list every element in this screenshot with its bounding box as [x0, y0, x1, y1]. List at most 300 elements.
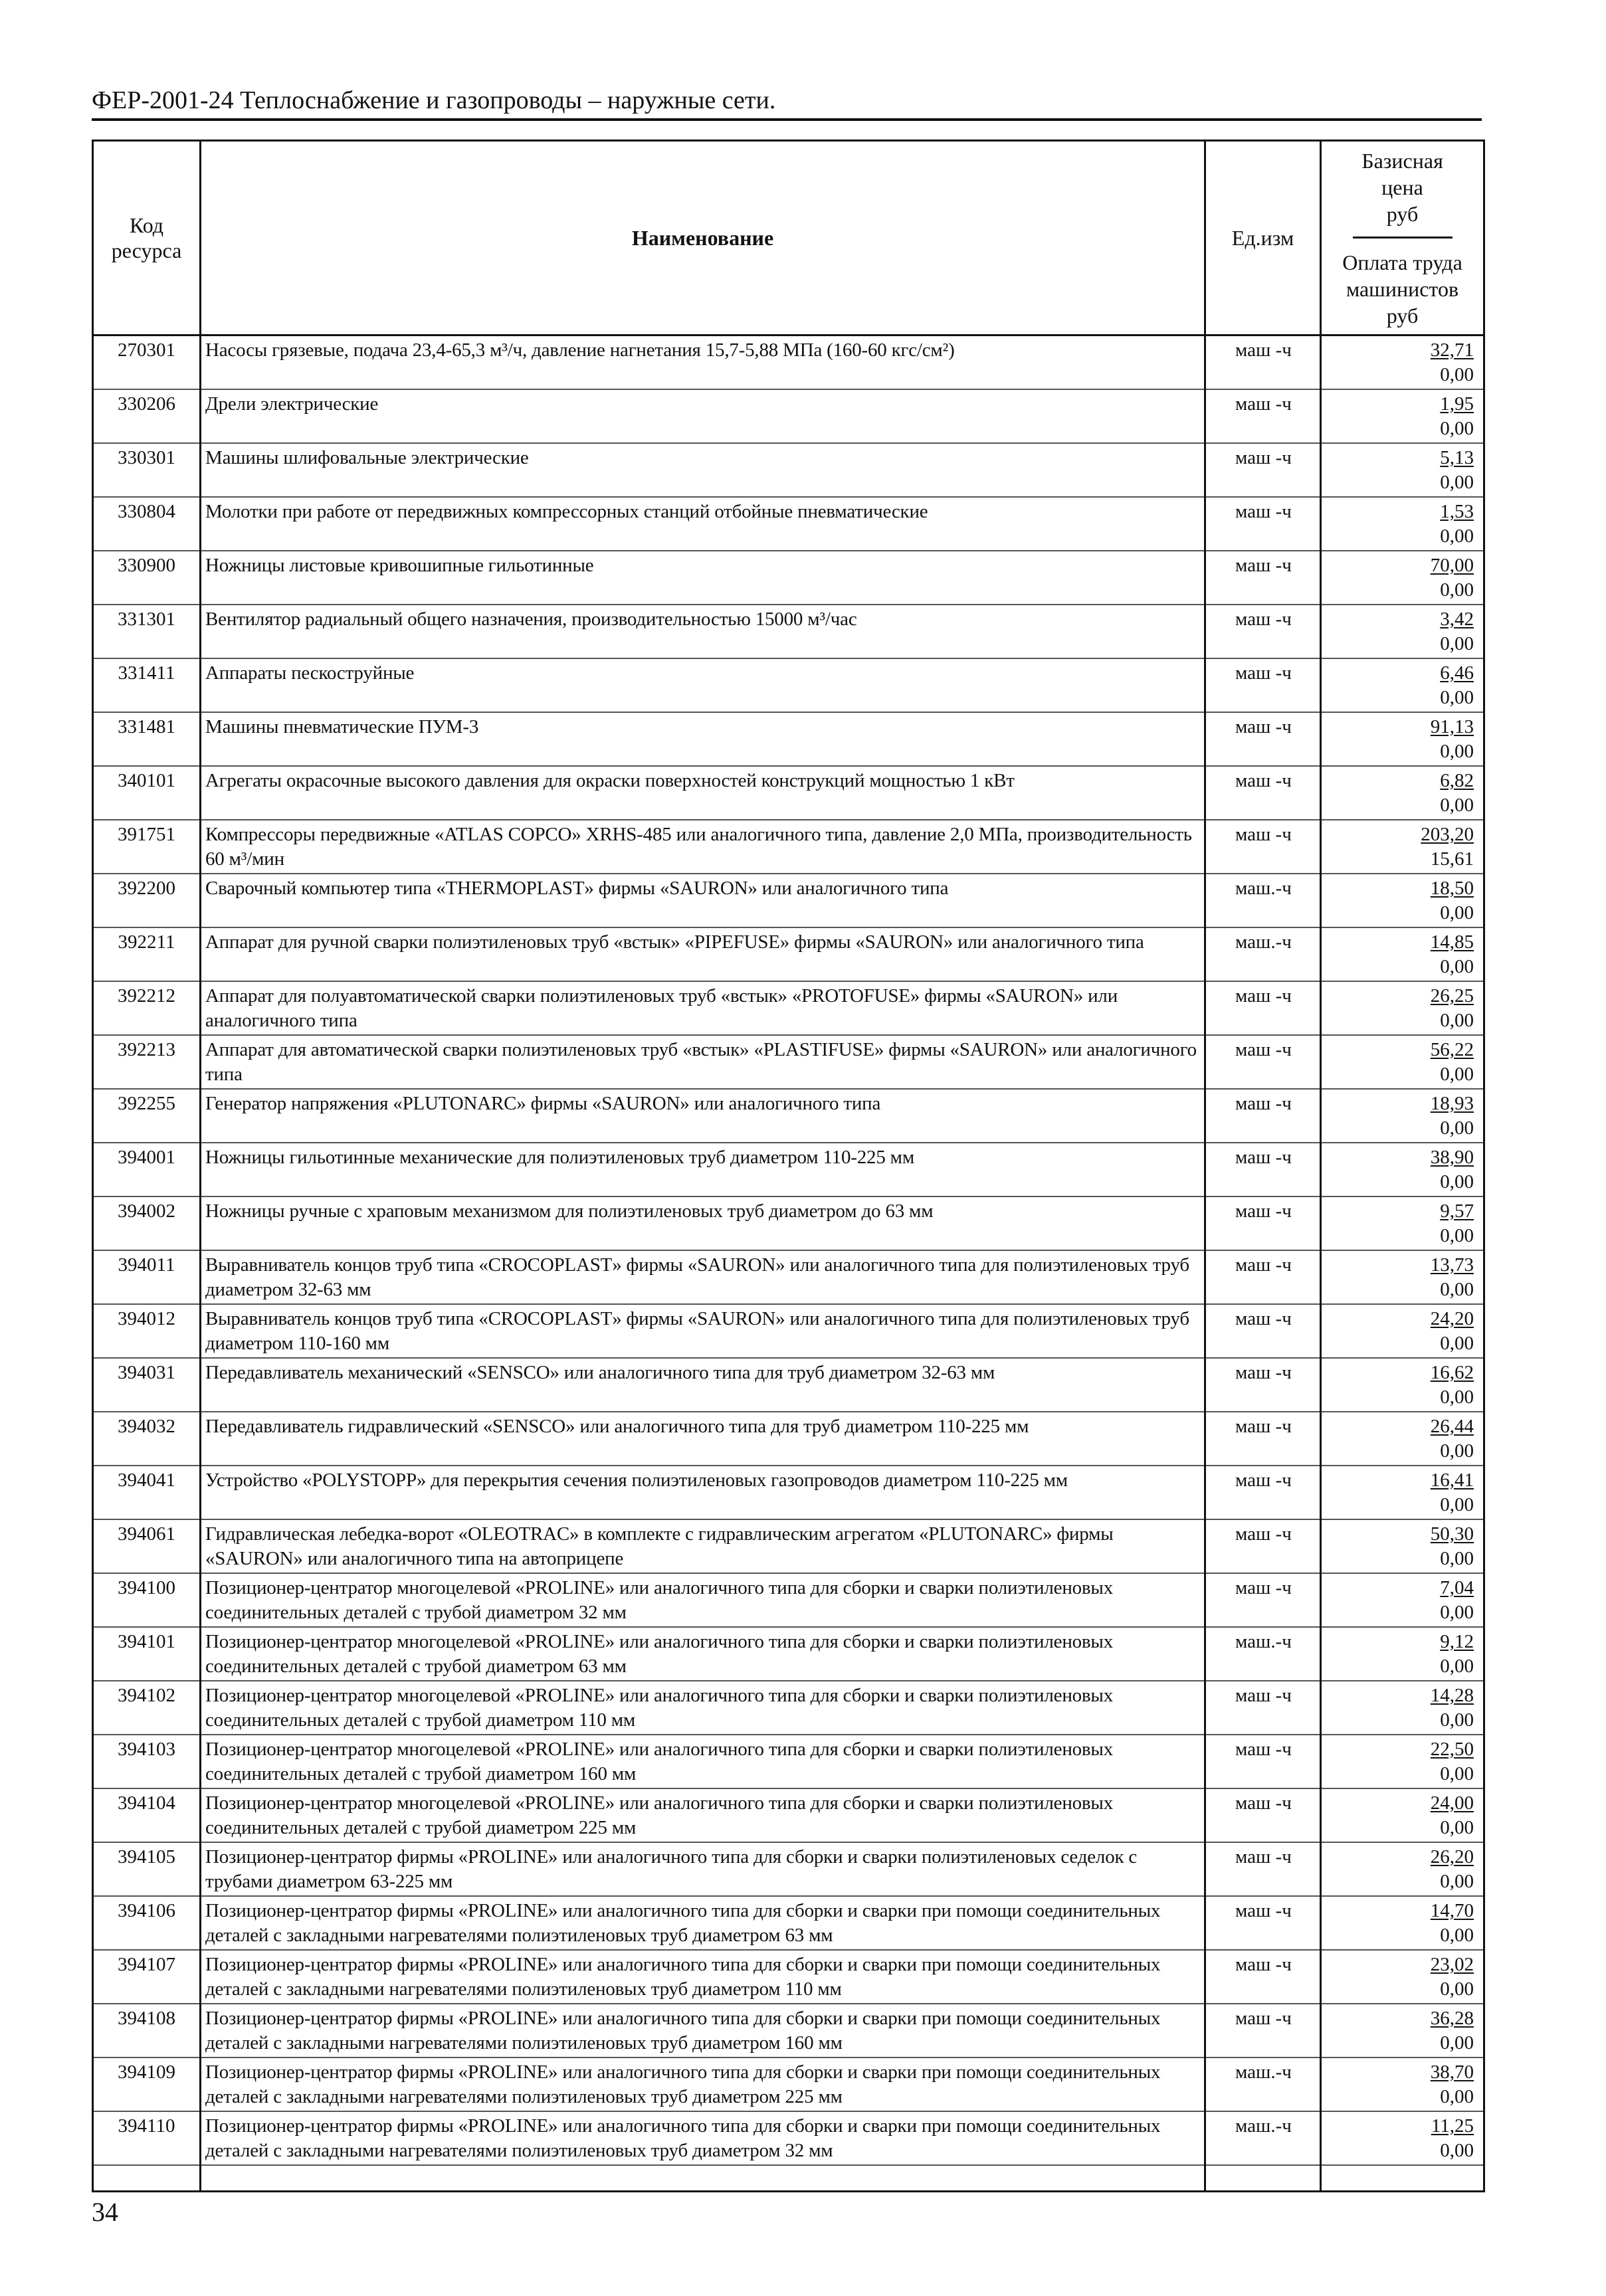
- resource-prices: [1321, 766, 1484, 820]
- resource-name: Сварочный компьютер типа «THERMOPLAST» фирмы «SAURON» или аналогичного типа: [201, 874, 1205, 927]
- resource-prices: [1321, 1627, 1484, 1681]
- base-price-cell: [1326, 1361, 1474, 1385]
- resource-prices: [1321, 2111, 1484, 2165]
- operator-pay-value: 0,00: [1440, 1279, 1474, 1300]
- resource-prices: [1321, 1735, 1484, 1788]
- resource-code: 392212: [93, 981, 201, 1035]
- base-price-cell: [1326, 1683, 1474, 1708]
- resource-prices: [1321, 1143, 1484, 1196]
- base-price-cell: [1326, 930, 1474, 955]
- resource-prices: [1321, 443, 1484, 497]
- resource-name: Позиционер-центратор фирмы «PROLINE» или аналогичного типа для сборки и сварки при помощи соединительных деталей с закладными нагревателями полиэтиленовых труб диаметром 110 мм: [201, 1950, 1205, 2004]
- resource-name: Генератор напряжения «PLUTONARC» фирмы «SAURON» или аналогичного типа: [201, 1089, 1205, 1143]
- base-price-value: 11,25: [1431, 2115, 1474, 2137]
- resource-prices: [1321, 1304, 1484, 1358]
- resource-name: Позиционер-центратор многоцелевой «PROLINE» или аналогичного типа для сборки и сварки полиэтиленовых соединительных деталей с трубой диаметром 225 мм: [201, 1788, 1205, 1842]
- operator-pay-value: 0,00: [1440, 1817, 1474, 1838]
- table-row: [93, 712, 1484, 766]
- resource-prices: [1321, 874, 1484, 927]
- resource-code: 394032: [93, 1412, 201, 1466]
- resource-unit: маш -ч: [1205, 820, 1321, 874]
- resource-name: Дрели электрические: [201, 389, 1205, 443]
- empty-cell: [201, 2165, 1205, 2192]
- operator-pay-value: 0,00: [1440, 1978, 1474, 2000]
- table-row: [93, 1358, 1484, 1412]
- resource-code: 392200: [93, 874, 201, 927]
- operator-pay-value: 0,00: [1440, 2032, 1474, 2054]
- operator-pay-value: 0,00: [1440, 1602, 1474, 1623]
- table-row: [93, 2004, 1484, 2057]
- operator-pay-value: 0,00: [1440, 1117, 1474, 1139]
- operator-pay-value: 15,61: [1430, 848, 1474, 870]
- resource-unit: маш -ч: [1205, 712, 1321, 766]
- document-title: ФЕР-2001-24 Теплоснабжение и газопроводы – наружные сети.: [92, 86, 776, 114]
- resource-unit: маш -ч: [1205, 1950, 1321, 2004]
- resource-unit: маш.-ч: [1205, 2111, 1321, 2165]
- base-price-cell: [1326, 1092, 1474, 1116]
- table-row: [93, 927, 1484, 981]
- base-price-value: 14,28: [1430, 1685, 1474, 1706]
- resource-code: 392213: [93, 1035, 201, 1089]
- operator-pay-value: 0,00: [1440, 1064, 1474, 1085]
- table-row: [93, 605, 1484, 658]
- resource-name: Передавливатель механический «SENSCO» или аналогичного типа для труб диаметром 32-63 мм: [201, 1358, 1205, 1412]
- resource-unit: маш -ч: [1205, 443, 1321, 497]
- empty-cell: [1321, 2165, 1484, 2192]
- table-row: [93, 1466, 1484, 1519]
- table-row: [93, 1735, 1484, 1788]
- resource-code: 330900: [93, 551, 201, 605]
- base-price-cell: [1326, 446, 1474, 470]
- resource-prices: [1321, 820, 1484, 874]
- resource-prices: [1321, 1412, 1484, 1466]
- base-price-value: 18,93: [1430, 1093, 1474, 1114]
- base-price-value: 9,57: [1440, 1200, 1474, 1222]
- operator-pay-header-line3: руб: [1386, 303, 1419, 328]
- table-row: [93, 2111, 1484, 2165]
- resource-prices: [1321, 335, 1484, 390]
- table-row: [93, 1250, 1484, 1304]
- resource-unit: маш -ч: [1205, 1466, 1321, 1519]
- resource-name: Насосы грязевые, подача 23,4-65,3 м³/ч, давление нагнетания 15,7-5,88 МПа (160-60 кгс/см²): [201, 335, 1205, 390]
- base-price-cell: [1326, 1522, 1474, 1547]
- resource-name: Ножницы ручные с храповым механизмом для полиэтиленовых труб диаметром до 63 мм: [201, 1196, 1205, 1250]
- column-header-price: [1321, 141, 1484, 335]
- resource-unit: маш -ч: [1205, 1412, 1321, 1466]
- resource-code: 394011: [93, 1250, 201, 1304]
- base-price-value: 1,53: [1440, 501, 1474, 522]
- column-header-name: [201, 141, 1205, 335]
- resource-code: 394109: [93, 2057, 201, 2111]
- resource-unit: маш -ч: [1205, 389, 1321, 443]
- table-row: [93, 981, 1484, 1035]
- resource-prices: [1321, 2004, 1484, 2057]
- table-row: [93, 1304, 1484, 1358]
- resource-unit: маш -ч: [1205, 1788, 1321, 1842]
- resource-name: Позиционер-центратор фирмы «PROLINE» или аналогичного типа для сборки и сварки полиэтиленовых седелок с трубами диаметром 63-225 мм: [201, 1842, 1205, 1896]
- base-price-cell: [1326, 661, 1474, 686]
- base-price-cell: [1326, 2060, 1474, 2085]
- resource-unit: маш -ч: [1205, 1573, 1321, 1627]
- resource-unit: маш -ч: [1205, 1143, 1321, 1196]
- resource-prices: [1321, 2057, 1484, 2111]
- base-price-value: 6,82: [1440, 770, 1474, 791]
- table-row: [93, 1842, 1484, 1896]
- table-header-row: [93, 141, 1484, 335]
- table-row: [93, 1196, 1484, 1250]
- resource-code: 270301: [93, 335, 201, 390]
- base-price-cell: [1326, 769, 1474, 793]
- base-price-header-line2: цена: [1381, 175, 1423, 199]
- table-row: [93, 389, 1484, 443]
- table-row: [93, 335, 1484, 390]
- resource-unit: маш.-ч: [1205, 927, 1321, 981]
- base-price-cell: [1326, 500, 1474, 524]
- resource-name: Гидравлическая лебедка-ворот «OLEOTRAC» в комплекте с гидравлическим агрегатом «PLUTONARC» фирмы «SAURON» или аналогичного типа на автоприцепе: [201, 1519, 1205, 1573]
- resource-prices: [1321, 551, 1484, 605]
- base-price-header: [1322, 147, 1483, 237]
- resource-prices: [1321, 1250, 1484, 1304]
- operator-pay-value: 0,00: [1440, 2140, 1474, 2161]
- table-body: [93, 335, 1484, 2192]
- column-header-unit: [1205, 141, 1321, 335]
- resource-name: Машины шлифовальные электрические: [201, 443, 1205, 497]
- table-row: [93, 1896, 1484, 1950]
- resource-code: 394041: [93, 1466, 201, 1519]
- base-price-value: 26,44: [1430, 1416, 1474, 1437]
- operator-pay-value: 0,00: [1440, 1171, 1474, 1193]
- resource-unit: маш.-ч: [1205, 874, 1321, 927]
- base-price-value: 13,73: [1430, 1254, 1474, 1276]
- resource-code: 394012: [93, 1304, 201, 1358]
- operator-pay-value: 0,00: [1440, 1387, 1474, 1408]
- resource-unit: маш -ч: [1205, 1735, 1321, 1788]
- resource-code: 330804: [93, 497, 201, 551]
- table-row: [93, 1788, 1484, 1842]
- operator-pay-header: [1322, 249, 1483, 329]
- resource-name: Выравниватель концов труб типа «CROCOPLAST» фирмы «SAURON» или аналогичного типа для полиэтиленовых труб диаметром 32-63 мм: [201, 1250, 1205, 1304]
- operator-pay-value: 0,00: [1440, 956, 1474, 977]
- resource-prices: [1321, 1842, 1484, 1896]
- resource-name: Компрессоры передвижные «ATLAS COPCO» XRHS-485 или аналогичного типа, давление 2,0 МПа, производительность 60 м³/мин: [201, 820, 1205, 874]
- resource-unit: маш -ч: [1205, 1358, 1321, 1412]
- resource-code: 394110: [93, 2111, 201, 2165]
- resource-code: 331481: [93, 712, 201, 766]
- operator-pay-value: 0,00: [1440, 1656, 1474, 1677]
- base-price-value: 50,30: [1430, 1523, 1474, 1545]
- resource-name: Позиционер-центратор многоцелевой «PROLINE» или аналогичного типа для сборки и сварки полиэтиленовых соединительных деталей с трубой диаметром 110 мм: [201, 1681, 1205, 1735]
- base-price-cell: [1326, 1899, 1474, 1923]
- operator-pay-value: 0,00: [1440, 472, 1474, 493]
- table-row: [93, 443, 1484, 497]
- resource-unit: маш -ч: [1205, 2004, 1321, 2057]
- table-row: [93, 1627, 1484, 1681]
- resource-code: 394061: [93, 1519, 201, 1573]
- resource-unit: маш.-ч: [1205, 2057, 1321, 2111]
- base-price-value: 14,70: [1430, 1900, 1474, 1921]
- operator-pay-value: 0,00: [1440, 741, 1474, 762]
- operator-pay-header-line2: машинистов: [1346, 276, 1459, 301]
- resource-unit: маш -ч: [1205, 1304, 1321, 1358]
- base-price-value: 36,28: [1430, 2008, 1474, 2029]
- table-row: [93, 497, 1484, 551]
- resource-prices: [1321, 1896, 1484, 1950]
- table-row: [93, 658, 1484, 712]
- resource-code: 330301: [93, 443, 201, 497]
- unit-header-label: Ед.изм: [1231, 226, 1294, 250]
- resource-name: Аппарат для ручной сварки полиэтиленовых труб «встык» «PIPEFUSE» фирмы «SAURON» или аналогичного типа: [201, 927, 1205, 981]
- operator-pay-value: 0,00: [1440, 902, 1474, 923]
- operator-pay-value: 0,00: [1440, 1548, 1474, 1569]
- base-price-cell: [1326, 607, 1474, 632]
- operator-pay-value: 0,00: [1440, 1763, 1474, 1784]
- operator-pay-value: 0,00: [1440, 418, 1474, 439]
- name-header-label: Наименование: [631, 226, 774, 250]
- base-price-value: 38,70: [1430, 2061, 1474, 2083]
- resource-name: Устройство «POLYSTOPP» для перекрытия сечения полиэтиленовых газопроводов диаметром 110-225 мм: [201, 1466, 1205, 1519]
- operator-pay-value: 0,00: [1440, 1709, 1474, 1731]
- base-price-cell: [1326, 1199, 1474, 1224]
- operator-pay-header-line1: Оплата труда: [1342, 250, 1462, 274]
- resource-code: 331301: [93, 605, 201, 658]
- base-price-value: 26,25: [1430, 985, 1474, 1006]
- base-price-value: 16,41: [1430, 1470, 1474, 1491]
- resource-unit: маш -ч: [1205, 1250, 1321, 1304]
- base-price-cell: [1326, 984, 1474, 1008]
- resource-unit: маш -ч: [1205, 981, 1321, 1035]
- base-price-cell: [1326, 1145, 1474, 1170]
- table-row: [93, 1519, 1484, 1573]
- base-price-value: 3,42: [1440, 609, 1474, 630]
- base-price-cell: [1326, 1414, 1474, 1439]
- operator-pay-value: 0,00: [1440, 526, 1474, 547]
- resource-prices: [1321, 1358, 1484, 1412]
- operator-pay-value: 0,00: [1440, 579, 1474, 601]
- operator-pay-value: 0,00: [1440, 2086, 1474, 2107]
- table-row: [93, 1035, 1484, 1089]
- resource-name: Машины пневматические ПУМ-3: [201, 712, 1205, 766]
- empty-cell: [1205, 2165, 1321, 2192]
- base-price-cell: [1326, 2006, 1474, 2031]
- resource-unit: маш -ч: [1205, 551, 1321, 605]
- resource-name: Аппараты пескоструйные: [201, 658, 1205, 712]
- operator-pay-value: 0,00: [1440, 633, 1474, 654]
- page-header: [92, 84, 1482, 121]
- base-price-cell: [1326, 822, 1474, 847]
- base-price-value: 91,13: [1430, 716, 1474, 737]
- resource-prices: [1321, 605, 1484, 658]
- base-price-value: 24,00: [1430, 1792, 1474, 1814]
- base-price-cell: [1326, 1630, 1474, 1654]
- base-price-value: 18,50: [1430, 878, 1474, 899]
- table-row: [93, 2057, 1484, 2111]
- resource-prices: [1321, 1196, 1484, 1250]
- resource-prices: [1321, 1950, 1484, 2004]
- resource-unit: маш -ч: [1205, 1842, 1321, 1896]
- resource-code: 330206: [93, 389, 201, 443]
- base-price-cell: [1326, 1038, 1474, 1062]
- resource-unit: маш -ч: [1205, 1196, 1321, 1250]
- resource-name: Ножницы листовые кривошипные гильотинные: [201, 551, 1205, 605]
- resource-name: Позиционер-центратор фирмы «PROLINE» или аналогичного типа для сборки и сварки при помощи соединительных деталей с закладными нагревателями полиэтиленовых труб диаметром 32 мм: [201, 2111, 1205, 2165]
- resource-prices: [1321, 1519, 1484, 1573]
- resource-code: 392255: [93, 1089, 201, 1143]
- base-price-cell: [1326, 553, 1474, 578]
- resource-name: Аппарат для полуавтоматической сварки полиэтиленовых труб «встык» «PROTOFUSE» фирмы «SAURON» или аналогичного типа: [201, 981, 1205, 1035]
- resource-name: Аппарат для автоматической сварки полиэтиленовых труб «встык» «PLASTIFUSE» фирмы «SAURON» или аналогичного типа: [201, 1035, 1205, 1089]
- resource-prices: [1321, 981, 1484, 1035]
- table-row: [93, 551, 1484, 605]
- resource-prices: [1321, 1466, 1484, 1519]
- base-price-cell: [1326, 1307, 1474, 1331]
- table-row: [93, 1950, 1484, 2004]
- base-price-cell: [1326, 392, 1474, 417]
- base-price-value: 32,71: [1430, 339, 1474, 361]
- resource-code: 394102: [93, 1681, 201, 1735]
- resource-code: 391751: [93, 820, 201, 874]
- base-price-value: 70,00: [1430, 555, 1474, 576]
- empty-cell: [93, 2165, 201, 2192]
- resource-code: 394001: [93, 1143, 201, 1196]
- resource-name: Позиционер-центратор фирмы «PROLINE» или аналогичного типа для сборки и сварки при помощи соединительных деталей с закладными нагревателями полиэтиленовых труб диаметром 225 мм: [201, 2057, 1205, 2111]
- base-price-cell: [1326, 338, 1474, 363]
- resource-name: Позиционер-центратор многоцелевой «PROLINE» или аналогичного типа для сборки и сварки полиэтиленовых соединительных деталей с трубой диаметром 160 мм: [201, 1735, 1205, 1788]
- resource-unit: маш -ч: [1205, 658, 1321, 712]
- base-price-cell: [1326, 2114, 1474, 2139]
- operator-pay-value: 0,00: [1440, 1925, 1474, 1946]
- base-price-value: 7,04: [1440, 1577, 1474, 1598]
- code-header-line2: ресурса: [111, 239, 182, 262]
- resource-prices: [1321, 712, 1484, 766]
- resource-unit: маш -ч: [1205, 766, 1321, 820]
- resource-name: Позиционер-центратор фирмы «PROLINE» или аналогичного типа для сборки и сварки при помощи соединительных деталей с закладными нагревателями полиэтиленовых труб диаметром 63 мм: [201, 1896, 1205, 1950]
- resource-unit: маш -ч: [1205, 497, 1321, 551]
- resource-prices: [1321, 1788, 1484, 1842]
- resource-code: 394106: [93, 1896, 201, 1950]
- resource-name: Выравниватель концов труб типа «CROCOPLAST» фирмы «SAURON» или аналогичного типа для полиэтиленовых труб диаметром 110-160 мм: [201, 1304, 1205, 1358]
- table-filler-row: [93, 2165, 1484, 2192]
- resource-code: 394103: [93, 1735, 201, 1788]
- resource-name: Передавливатель гидравлический «SENSCO» или аналогичного типа для труб диаметром 110-225 мм: [201, 1412, 1205, 1466]
- operator-pay-value: 0,00: [1440, 795, 1474, 816]
- resource-code: 394101: [93, 1627, 201, 1681]
- table-row: [93, 1681, 1484, 1735]
- resource-prices: [1321, 1089, 1484, 1143]
- table-row: [93, 1412, 1484, 1466]
- resource-unit: маш -ч: [1205, 1681, 1321, 1735]
- resource-name: Вентилятор радиальный общего назначения, производительностью 15000 м³/час: [201, 605, 1205, 658]
- resource-code: 394104: [93, 1788, 201, 1842]
- base-price-cell: [1326, 876, 1474, 901]
- resource-name: Агрегаты окрасочные высокого давления для окраски поверхностей конструкций мощностью 1 кВт: [201, 766, 1205, 820]
- base-price-value: 9,12: [1440, 1631, 1474, 1652]
- code-header-line1: Код: [129, 213, 164, 237]
- base-price-cell: [1326, 1953, 1474, 1977]
- resource-name: Молотки при работе от передвижных компрессорных станций отбойные пневматические: [201, 497, 1205, 551]
- table-row: [93, 1143, 1484, 1196]
- resource-unit: маш -ч: [1205, 1519, 1321, 1573]
- resource-code: 340101: [93, 766, 201, 820]
- operator-pay-value: 0,00: [1440, 1333, 1474, 1354]
- resource-unit: маш -ч: [1205, 1896, 1321, 1950]
- resource-prices: [1321, 389, 1484, 443]
- base-price-header-line1: Базисная: [1361, 148, 1443, 173]
- base-price-value: 5,13: [1440, 447, 1474, 468]
- resource-code: 392211: [93, 927, 201, 981]
- column-header-code: [93, 141, 201, 335]
- base-price-cell: [1326, 1791, 1474, 1816]
- resource-code: 331411: [93, 658, 201, 712]
- base-price-value: 26,20: [1430, 1846, 1474, 1867]
- resource-code: 394031: [93, 1358, 201, 1412]
- base-price-value: 203,20: [1421, 824, 1474, 845]
- base-price-value: 22,50: [1430, 1739, 1474, 1760]
- operator-pay-value: 0,00: [1440, 1871, 1474, 1892]
- base-price-cell: [1326, 1576, 1474, 1600]
- base-price-header-line3: руб: [1386, 201, 1419, 226]
- operator-pay-value: 0,00: [1440, 1225, 1474, 1246]
- price-header-divider: [1353, 237, 1453, 239]
- resource-table: [92, 140, 1485, 2192]
- resource-prices: [1321, 927, 1484, 981]
- base-price-cell: [1326, 1845, 1474, 1869]
- base-price-cell: [1326, 1468, 1474, 1493]
- resource-name: Позиционер-центратор многоцелевой «PROLINE» или аналогичного типа для сборки и сварки полиэтиленовых соединительных деталей с трубой диаметром 32 мм: [201, 1573, 1205, 1627]
- operator-pay-value: 0,00: [1440, 364, 1474, 385]
- base-price-value: 1,95: [1440, 393, 1474, 415]
- resource-code: 394002: [93, 1196, 201, 1250]
- base-price-cell: [1326, 715, 1474, 739]
- base-price-value: 24,20: [1430, 1308, 1474, 1329]
- base-price-value: 14,85: [1430, 931, 1474, 953]
- table-row: [93, 820, 1484, 874]
- resource-name: Позиционер-центратор многоцелевой «PROLINE» или аналогичного типа для сборки и сварки полиэтиленовых соединительных деталей с трубой диаметром 63 мм: [201, 1627, 1205, 1681]
- operator-pay-value: 0,00: [1440, 687, 1474, 708]
- table-row: [93, 766, 1484, 820]
- base-price-cell: [1326, 1737, 1474, 1762]
- base-price-value: 23,02: [1430, 1954, 1474, 1975]
- resource-name: Позиционер-центратор фирмы «PROLINE» или аналогичного типа для сборки и сварки при помощи соединительных деталей с закладными нагревателями полиэтиленовых труб диаметром 160 мм: [201, 2004, 1205, 2057]
- page-number: 34: [92, 2197, 118, 2227]
- base-price-cell: [1326, 1253, 1474, 1278]
- resource-unit: маш -ч: [1205, 335, 1321, 390]
- base-price-value: 6,46: [1440, 662, 1474, 684]
- base-price-value: 56,22: [1430, 1039, 1474, 1060]
- base-price-value: 16,62: [1430, 1362, 1474, 1383]
- resource-prices: [1321, 497, 1484, 551]
- resource-code: 394105: [93, 1842, 201, 1896]
- resource-code: 394100: [93, 1573, 201, 1627]
- resource-unit: маш -ч: [1205, 1035, 1321, 1089]
- operator-pay-value: 0,00: [1440, 1010, 1474, 1031]
- resource-prices: [1321, 1681, 1484, 1735]
- resource-unit: маш -ч: [1205, 605, 1321, 658]
- operator-pay-value: 0,00: [1440, 1494, 1474, 1515]
- resource-code: 394108: [93, 2004, 201, 2057]
- resource-unit: маш -ч: [1205, 1089, 1321, 1143]
- table-row: [93, 1573, 1484, 1627]
- resource-unit: маш.-ч: [1205, 1627, 1321, 1681]
- table-row: [93, 1089, 1484, 1143]
- operator-pay-value: 0,00: [1440, 1440, 1474, 1462]
- resource-prices: [1321, 1035, 1484, 1089]
- resource-code: 394107: [93, 1950, 201, 2004]
- resource-prices: [1321, 1573, 1484, 1627]
- resource-prices: [1321, 658, 1484, 712]
- base-price-value: 38,90: [1430, 1147, 1474, 1168]
- table-row: [93, 874, 1484, 927]
- resource-name: Ножницы гильотинные механические для полиэтиленовых труб диаметром 110-225 мм: [201, 1143, 1205, 1196]
